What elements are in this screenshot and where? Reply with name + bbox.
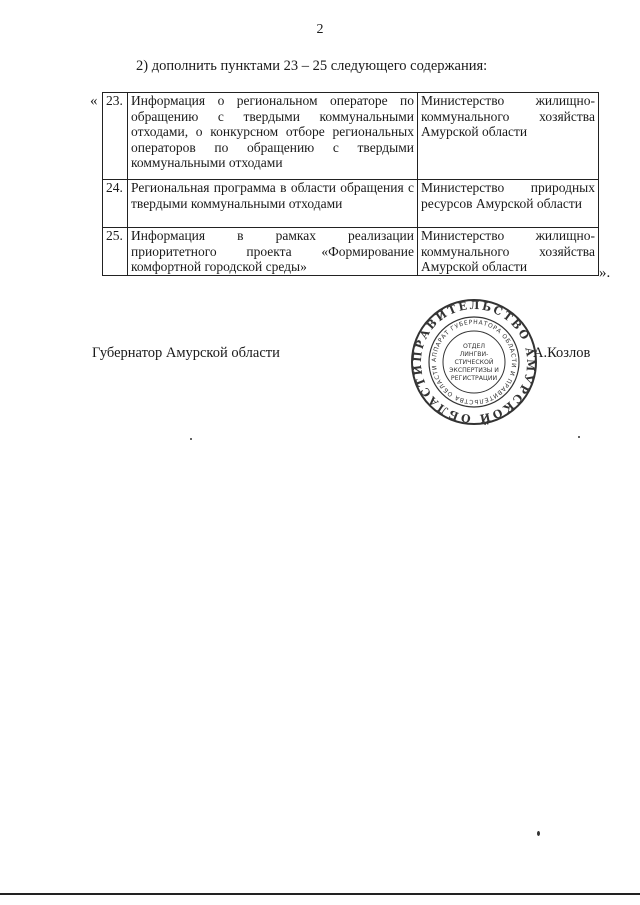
seal-center-line: СТИЧЕСКОЙ — [454, 359, 494, 366]
signature-name: А.Козлов — [533, 345, 591, 361]
items-table — [102, 92, 599, 276]
seal-inner-ring-text: АППАРАТ ГУБЕРНАТОРА ОБЛАСТИ И ПРАВИТЕЛЬСТВА ОБЛАСТИ — [430, 318, 518, 406]
seal-center-line: ЭКСПЕРТИЗЫ И — [449, 367, 499, 374]
scan-bottom-edge — [0, 893, 640, 895]
row-number: 23. — [103, 93, 128, 180]
row-organization: Министерство природных ресурсов Амурской области — [418, 180, 599, 228]
seal-outer-text: ПРАВИТЕЛЬСТВО АМУРСКОЙ ОБЛАСТИ — [410, 298, 538, 426]
scan-speck — [578, 436, 580, 438]
opening-quote: « — [90, 93, 98, 109]
row-description: Региональная программа в области обращения с твердыми коммунальными отходами — [128, 180, 418, 228]
row-number: 25. — [103, 228, 128, 276]
signature-title: Губернатор Амурской области — [92, 345, 280, 361]
seal-center-line: РЕГИСТРАЦИИ — [450, 375, 498, 382]
table-row — [103, 228, 599, 276]
row-description: Информация о региональном операторе по обращению с твердыми коммунальными отходами, о конкурсном отборе региональных операторов по обращению с твердыми коммунальными отходами — [128, 93, 418, 180]
scan-speck — [537, 831, 540, 836]
page-number: 2 — [316, 22, 324, 37]
seal-center-line: ЛИНГВИ- — [459, 351, 489, 358]
table-row — [103, 180, 599, 228]
row-description: Информация в рамках реализации приоритетного проекта «Формирование комфортной городской среды» — [128, 228, 418, 276]
table-row — [103, 93, 599, 180]
row-organization: Министерство жилищно-коммунального хозяйства Амурской области — [418, 93, 599, 180]
closing-quote: ». — [599, 265, 611, 281]
official-seal — [410, 298, 538, 426]
row-organization: Министерство жилищно-коммунального хозяйства Амурской области — [418, 228, 599, 276]
intro-text: 2) дополнить пунктами 23 – 25 следующего содержания: — [136, 58, 488, 74]
scan-speck — [190, 438, 192, 440]
seal-center-line: ОТДЕЛ — [462, 343, 486, 350]
row-number: 24. — [103, 180, 128, 228]
